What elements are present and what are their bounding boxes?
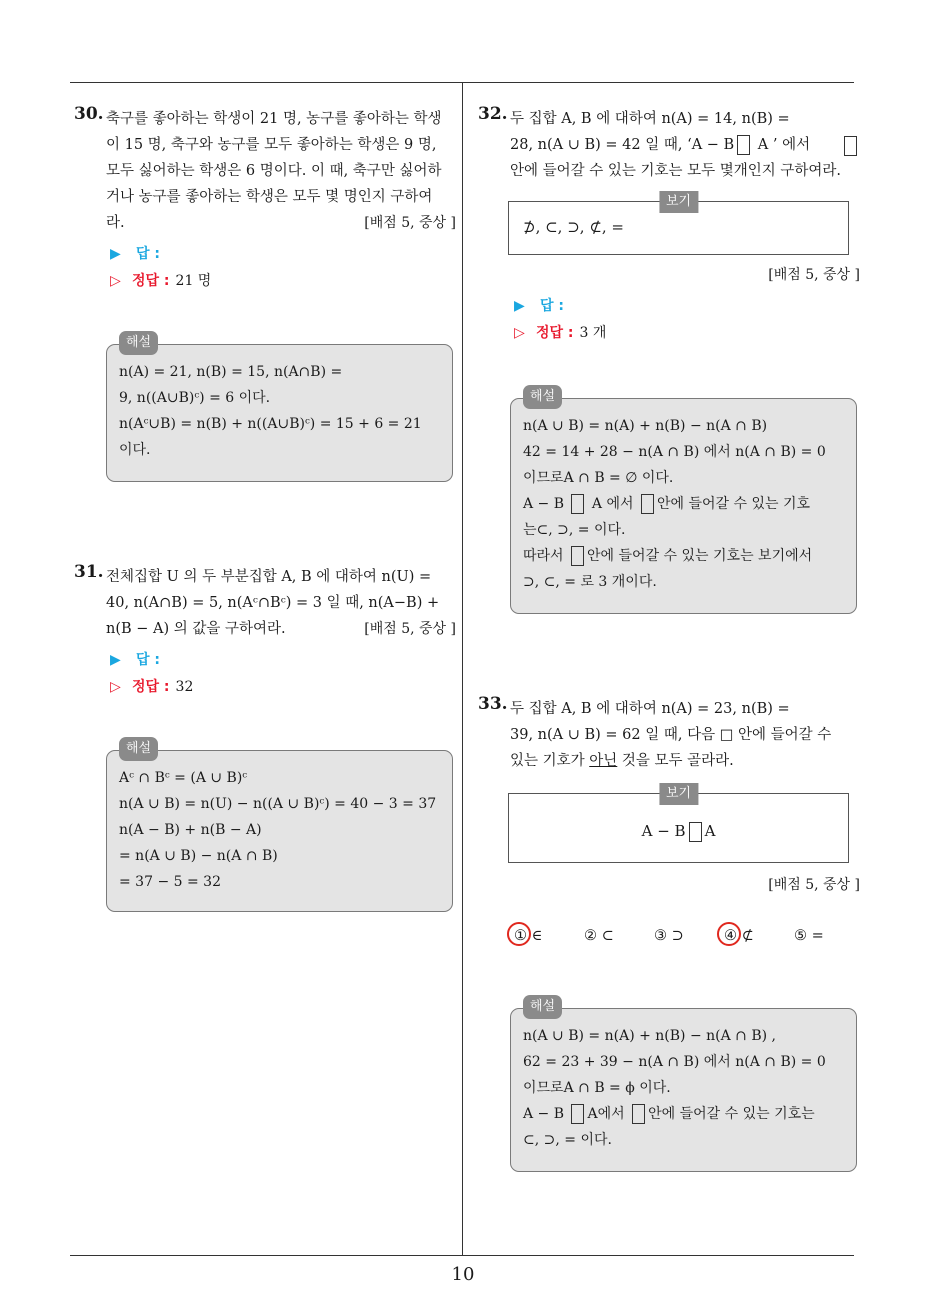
- choice-3[interactable]: [654, 928, 684, 944]
- text-fragment: 28, n(A ∪ B) = 42 일 때, ‘A − B: [510, 137, 735, 153]
- blank-box: [571, 494, 584, 514]
- choice-number: ②: [584, 928, 597, 944]
- blank-box: [632, 1104, 645, 1124]
- bogi-tag: 보기: [659, 783, 698, 805]
- solution-line: 42 = 14 + 28 − n(A ∩ B) 에서 n(A ∩ B) = 0: [523, 444, 826, 460]
- text-line: 안에 들어갈 수 있는 기호는 모두 몇개인지 구하여라.: [510, 163, 842, 179]
- correct-label: 정답 :: [132, 273, 170, 289]
- solution-line: 62 = 23 + 39 − n(A ∩ B) 에서 n(A ∩ B) = 0: [523, 1054, 826, 1070]
- correct-value: 3 개: [579, 325, 607, 341]
- solution-line: 이므로A ∩ B = ∅ 이다.: [523, 470, 674, 486]
- choice-number: ⑤: [794, 928, 807, 944]
- solution-line: 는⊂, ⊃, = 이다.: [523, 522, 626, 538]
- play-triangle-icon: ▶: [110, 246, 121, 262]
- text-line: 39, n(A ∪ B) = 62 일 때, 다음 □ 안에 들어갈 수: [510, 727, 832, 743]
- text-line: 모두 싫어하는 학생은 6 명이다. 이 때, 축구만 싫어하: [106, 163, 442, 179]
- answer-label: 답 :: [136, 246, 160, 262]
- problem-number: 32.: [478, 104, 508, 124]
- solution-line: [523, 543, 844, 569]
- red-circle-mark: [507, 922, 531, 946]
- choice-2[interactable]: [584, 928, 614, 944]
- bogi-box-33: [508, 786, 849, 863]
- solution-line: 이므로A ∩ B = ϕ 이다.: [523, 1080, 671, 1096]
- answer-label: 답 :: [540, 298, 564, 314]
- answer-row: [110, 240, 456, 268]
- solution-line: ⊂, ⊃, = 이다.: [523, 1132, 612, 1148]
- choice-1[interactable]: [514, 928, 542, 944]
- problem-32: [478, 106, 860, 184]
- points-label: [배점 5, 중상 ]: [768, 267, 860, 283]
- choice-number: ④: [724, 928, 737, 944]
- choice-5[interactable]: [794, 928, 824, 944]
- blank-box: [571, 546, 584, 566]
- choice-4[interactable]: [724, 928, 754, 944]
- text-line: 두 집합 A, B 에 대하여 n(A) = 14, n(B) =: [510, 111, 790, 127]
- text-line: 축구를 좋아하는 학생이 21 명, 농구를 좋아하는 학생: [106, 111, 442, 127]
- solution-line: 9, n((A∪B)ᶜ) = 6 이다.: [119, 390, 271, 406]
- solution-line: n(A − B) + n(B − A): [119, 822, 262, 838]
- solution-line: = 37 − 5 = 32: [119, 874, 221, 890]
- solution-line: [523, 491, 844, 517]
- solution-line: [523, 1101, 844, 1127]
- outline-triangle-icon: ▷: [110, 679, 121, 695]
- problem-32-footer: [478, 262, 860, 346]
- page-number: 10: [451, 1264, 475, 1285]
- correct-value: 32: [175, 679, 194, 695]
- problem-31: [74, 564, 456, 700]
- text-fragment: 따라서: [523, 548, 564, 564]
- solution-line: n(A ∪ B) = n(U) − n((A ∪ B)ᶜ) = 40 − 3 = 37: [119, 796, 437, 812]
- blank-box: [689, 822, 702, 842]
- text-line: n(B − A) 의 값을 구하여라.: [106, 621, 286, 637]
- red-circle-mark: [717, 922, 741, 946]
- text-fragment: A − B: [523, 496, 565, 512]
- text-fragment: A − B: [523, 1106, 565, 1122]
- choice-symbol: ⊄: [741, 928, 754, 944]
- problem-number: 31.: [74, 562, 104, 582]
- blank-box: [737, 135, 750, 155]
- outline-triangle-icon: ▷: [514, 325, 525, 341]
- text-fragment: A에서: [587, 1106, 630, 1122]
- problem-30: [74, 106, 456, 294]
- solution-line: n(A ∪ B) = n(A) + n(B) − n(A ∩ B): [523, 418, 768, 434]
- solution-tag: 해설: [119, 737, 158, 761]
- text-fragment: 안에 들어갈 수 있는 기호: [657, 496, 811, 512]
- problem-text: [106, 564, 456, 642]
- text-fragment: 있는 기호가: [510, 753, 590, 769]
- bogi-box-32: [508, 194, 849, 255]
- points-label: [배점 5, 중상 ]: [364, 215, 456, 231]
- answer-row: [110, 646, 456, 674]
- blank-box: [844, 136, 857, 156]
- text-fragment: A ’ 에서: [753, 137, 811, 153]
- text-fragment: 것을 모두 골라라.: [617, 753, 734, 769]
- play-triangle-icon: ▶: [110, 652, 121, 668]
- text-line: 전체집합 U 의 두 부분집합 A, B 에 대하여 n(U) =: [106, 569, 432, 585]
- text-line: 거나 농구를 좋아하는 학생은 모두 몇 명인지 구하여: [106, 189, 433, 205]
- answer-label: 답 :: [136, 652, 160, 668]
- points-label: [배점 5, 중상 ]: [364, 621, 456, 637]
- problem-text: [510, 106, 860, 184]
- text-line: [510, 748, 860, 774]
- solution-box-33: [510, 999, 857, 1172]
- solution-line: = n(A ∪ B) − n(A ∩ B): [119, 848, 278, 864]
- correct-value: 21 명: [175, 273, 212, 289]
- correct-answer-row: [514, 320, 860, 346]
- choice-symbol: ⊃: [671, 928, 684, 944]
- bogi-tag: 보기: [659, 191, 698, 213]
- choice-symbol: ⊂: [601, 928, 614, 944]
- solution-tag: 해설: [119, 331, 158, 355]
- choice-number: ③: [654, 928, 667, 944]
- choices-row: [478, 928, 860, 952]
- solution-box-32: [510, 389, 857, 614]
- text-line: 40, n(A∩B) = 5, n(Aᶜ∩Bᶜ) = 3 일 때, n(A−B) +: [106, 595, 440, 611]
- text-fragment: 안에 들어갈 수 있는 기호는 보기에서: [587, 548, 813, 564]
- bogi-content: [509, 822, 848, 842]
- bogi-content: ⊅, ⊂, ⊃, ⊄, =: [523, 218, 624, 236]
- text-fragment: 안에 들어갈 수 있는 기호는: [648, 1106, 815, 1122]
- bogi-right: A: [704, 822, 716, 840]
- play-triangle-icon: ▶: [514, 298, 525, 314]
- problem-text: [106, 106, 456, 236]
- problem-number: 30.: [74, 104, 104, 124]
- solution-tag: 해설: [523, 995, 562, 1019]
- blank-box: [641, 494, 654, 514]
- correct-answer-row: [110, 674, 456, 700]
- bogi-left: A − B: [641, 822, 686, 840]
- choice-symbol: ∈: [531, 928, 543, 944]
- problem-number: 33.: [478, 694, 508, 714]
- problem-text: [510, 696, 860, 774]
- text-fragment: A 에서: [587, 496, 638, 512]
- text-line: 두 집합 A, B 에 대하여 n(A) = 23, n(B) =: [510, 701, 790, 717]
- underlined-word: 아닌: [589, 753, 618, 769]
- solution-tag: 해설: [523, 385, 562, 409]
- text-line: 라.: [106, 215, 125, 231]
- column-divider: [462, 82, 463, 1256]
- solution-line: n(Aᶜ∪B) = n(B) + n((A∪B)ᶜ) = 15 + 6 = 21: [119, 416, 422, 432]
- choice-symbol: =: [811, 928, 824, 944]
- solution-line: n(A ∪ B) = n(A) + n(B) − n(A ∩ B) ,: [523, 1028, 777, 1044]
- answer-row: [514, 292, 860, 320]
- correct-label: 정답 :: [132, 679, 170, 695]
- solution-box-31: [106, 741, 453, 912]
- outline-triangle-icon: ▷: [110, 273, 121, 289]
- solution-line: n(A) = 21, n(B) = 15, n(A∩B) =: [119, 364, 343, 380]
- text-line: 이 15 명, 축구와 농구를 모두 좋아하는 학생은 9 명,: [106, 137, 437, 153]
- problem-33: [478, 696, 860, 774]
- solution-line: Aᶜ ∩ Bᶜ = (A ∪ B)ᶜ: [119, 770, 248, 786]
- choice-number: ①: [514, 928, 527, 944]
- text-line: [510, 132, 860, 158]
- solution-line: 이다.: [119, 442, 151, 458]
- correct-answer-row: [110, 268, 456, 294]
- solution-line: ⊃, ⊂, = 로 3 개이다.: [523, 574, 657, 590]
- bottom-rule: [70, 1255, 854, 1256]
- problem-33-points: [478, 872, 860, 898]
- blank-box: [571, 1104, 584, 1124]
- correct-label: 정답 :: [536, 325, 574, 341]
- points-label: [배점 5, 중상 ]: [768, 877, 860, 893]
- solution-box-30: [106, 335, 453, 482]
